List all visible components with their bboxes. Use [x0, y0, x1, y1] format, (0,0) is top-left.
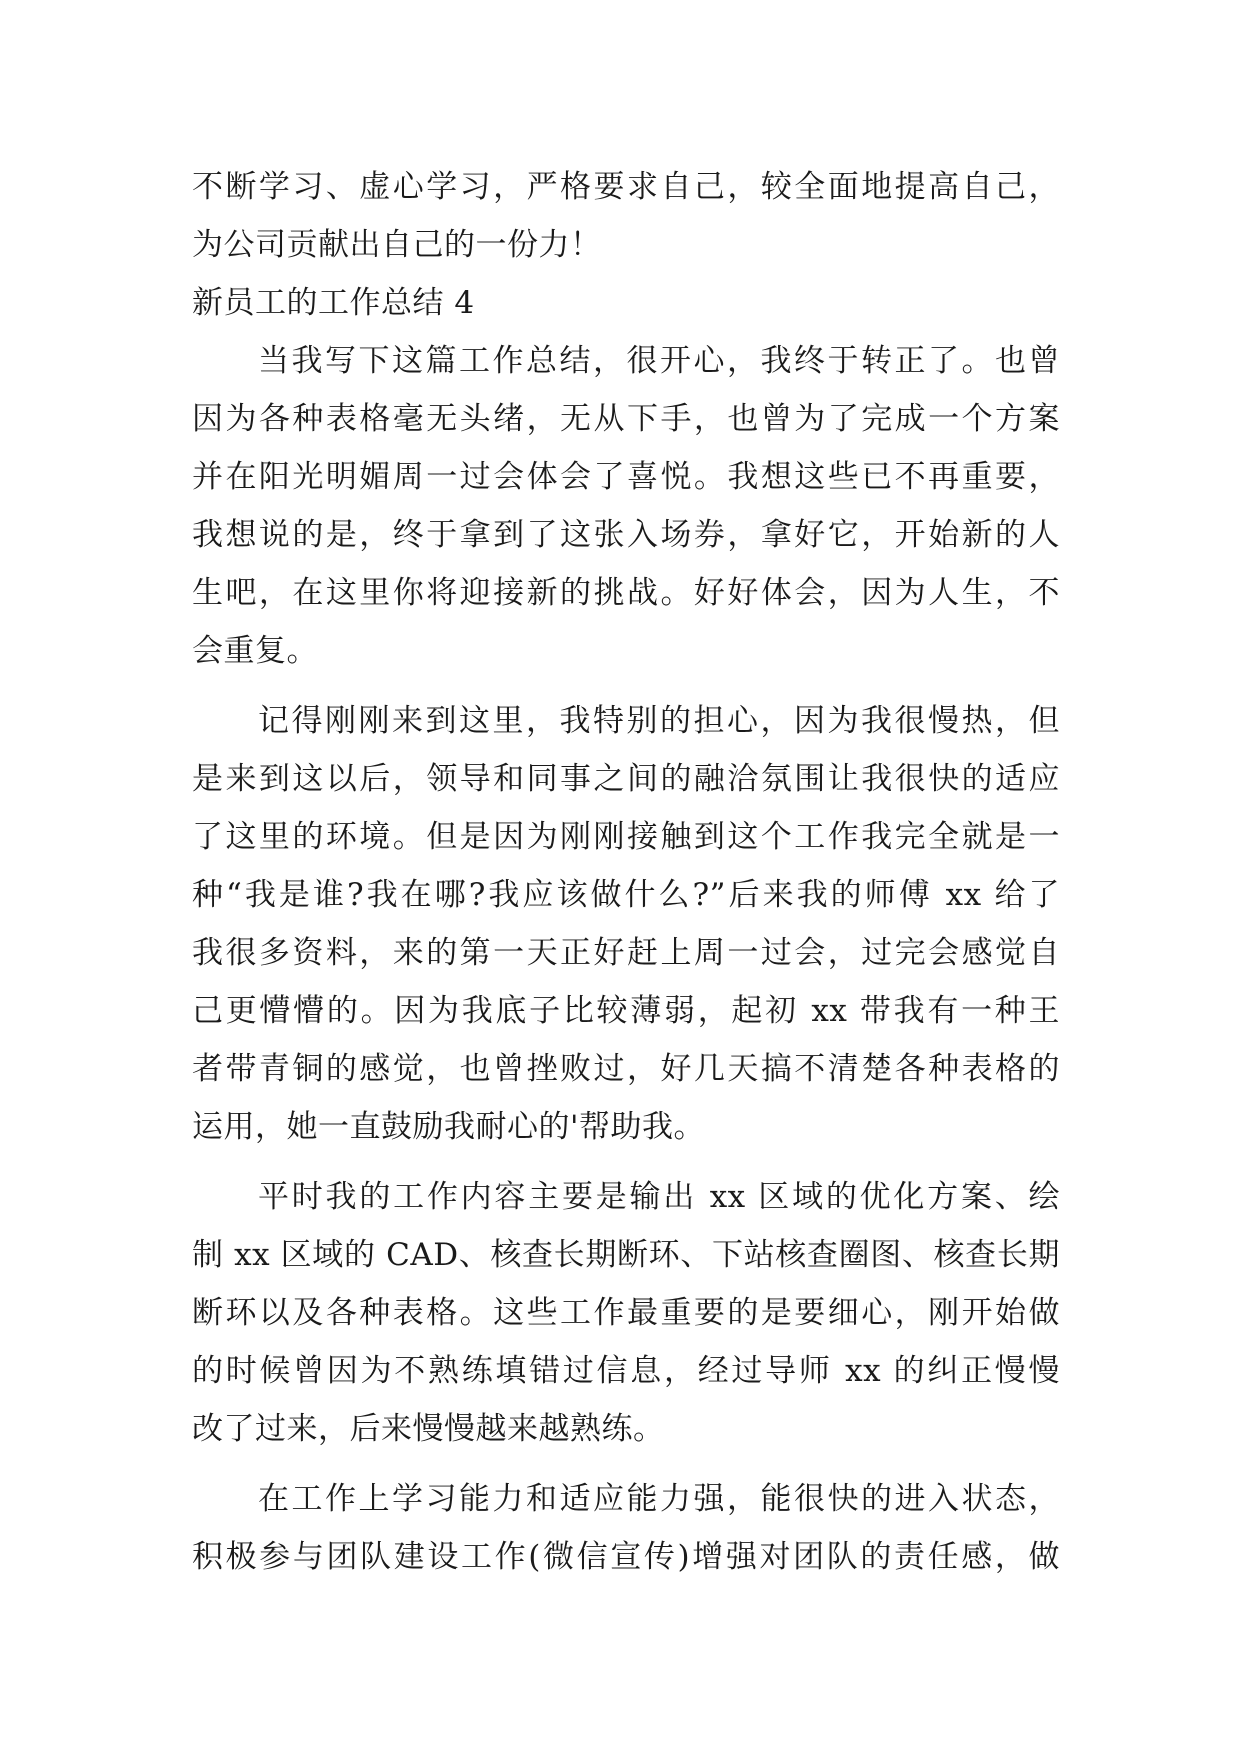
paragraph-line: 会重复。	[192, 633, 318, 669]
paragraph-line: 运用，她一直鼓励我耐心的'帮助我。	[192, 1109, 706, 1145]
paragraph-line: 积极参与团队建设工作(微信宣传)增强对团队的责任感，做	[192, 1539, 1060, 1575]
paragraph-line: 是来到这以后，领导和同事之间的融洽氛围让我很快的适应	[192, 761, 1060, 797]
paragraph-line: 了这里的环境。但是因为刚刚接触到这个工作我完全就是一	[192, 819, 1060, 855]
paragraph-spacer	[192, 1458, 1060, 1470]
paragraph-2	[192, 692, 1060, 1156]
intro-line: 为公司贡献出自己的一份力！	[192, 227, 602, 263]
section-title: 新员工的工作总结 4	[192, 285, 475, 321]
paragraph-line: 者带青铜的感觉，也曾挫败过，好几天搞不清楚各种表格的	[192, 1051, 1060, 1087]
paragraph-line: 生吧，在这里你将迎接新的挑战。好好体会，因为人生，不	[192, 575, 1060, 611]
document-body	[192, 158, 1060, 1586]
paragraph-line: 在工作上学习能力和适应能力强，能很快的进入状态，	[258, 1481, 1060, 1517]
paragraph-spacer	[192, 1156, 1060, 1168]
paragraph-line: 改了过来，后来慢慢越来越熟练。	[192, 1411, 665, 1447]
paragraph-line: 己更懵懵的。因为我底子比较薄弱，起初 xx 带我有一种王	[192, 993, 1060, 1029]
paragraph-line: 当我写下这篇工作总结，很开心，我终于转正了。也曾	[258, 343, 1060, 379]
paragraph-4	[192, 1470, 1060, 1586]
paragraph-line: 断环以及各种表格。这些工作最重要的是要细心，刚开始做	[192, 1295, 1060, 1331]
paragraph-3	[192, 1168, 1060, 1458]
paragraph-1	[192, 332, 1060, 680]
paragraph-line: 因为各种表格毫无头绪，无从下手，也曾为了完成一个方案	[192, 401, 1060, 437]
paragraph-line: 种“我是谁?我在哪?我应该做什么?”后来我的师傅 xx 给了	[192, 877, 1060, 913]
intro-line: 不断学习、虚心学习，严格要求自己，较全面地提高自己，	[192, 169, 1060, 205]
paragraph-spacer	[192, 680, 1060, 692]
paragraph-line: 我想说的是，终于拿到了这张入场券，拿好它，开始新的人	[192, 517, 1060, 553]
paragraph-line: 制 xx 区域的 CAD、核查长期断环、下站核查圈图、核查长期	[192, 1237, 1060, 1273]
paragraph-line: 我很多资料，来的第一天正好赶上周一过会，过完会感觉自	[192, 935, 1060, 971]
paragraph-line: 并在阳光明媚周一过会体会了喜悦。我想这些已不再重要，	[192, 459, 1060, 495]
paragraph-line: 记得刚刚来到这里，我特别的担心，因为我很慢热，但	[258, 703, 1060, 739]
paragraph-line: 的时候曾因为不熟练填错过信息，经过导师 xx 的纠正慢慢	[192, 1353, 1060, 1389]
paragraph-line: 平时我的工作内容主要是输出 xx 区域的优化方案、绘	[258, 1179, 1060, 1215]
